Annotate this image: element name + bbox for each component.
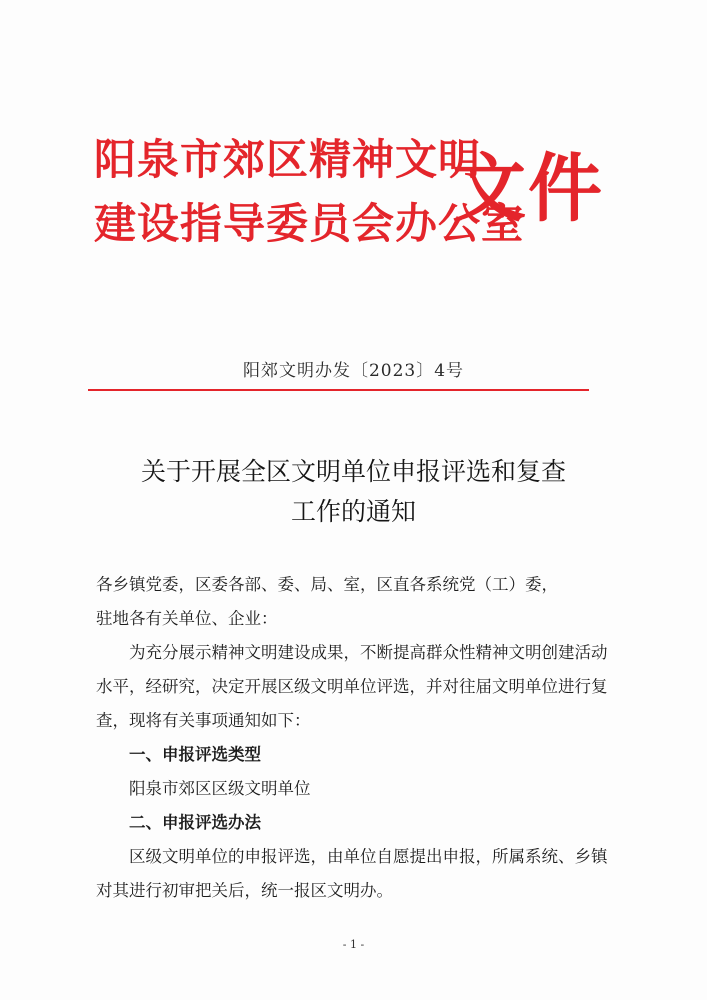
page-number: - 1 -	[342, 938, 365, 951]
masthead-document-word: 文件	[452, 146, 604, 232]
masthead-org-line-1: 阳泉市郊区精神文明	[94, 135, 482, 184]
document-number: 阳郊文明办发〔2023〕4号	[242, 361, 465, 381]
masthead-org-line-2: 建设指导委员会办公室	[94, 199, 525, 248]
addressee-line-2: 驻地各有关单位、企业：	[96, 609, 278, 628]
red-masthead	[94, 128, 604, 256]
document-title	[0, 452, 707, 532]
section-1-text: 阳泉市郊区区级文明单位	[129, 779, 311, 798]
section-1-heading: 一、申报评选类型	[129, 745, 261, 764]
document-body	[96, 568, 616, 908]
section-2-text: 区级文明单位的申报评选，由单位自愿提出申报，所属系统、乡镇对其进行初审把关后，统一报区文明办。	[96, 847, 608, 900]
red-divider-line	[88, 389, 589, 391]
title-line-1: 关于开展全区文明单位申报评选和复查	[140, 457, 566, 486]
addressee-line-1: 各乡镇党委，区委各部、委、局、室，区直各系统党（工）委，	[96, 575, 558, 594]
intro-paragraph: 为充分展示精神文明建设成果，不断提高群众性精神文明创建活动水平，经研究，决定开展区级文明单位评选，并对往届文明单位进行复查，现将有关事项通知如下：	[96, 643, 608, 730]
title-line-2: 工作的通知	[290, 497, 416, 526]
section-2-heading: 二、申报评选办法	[129, 813, 261, 832]
